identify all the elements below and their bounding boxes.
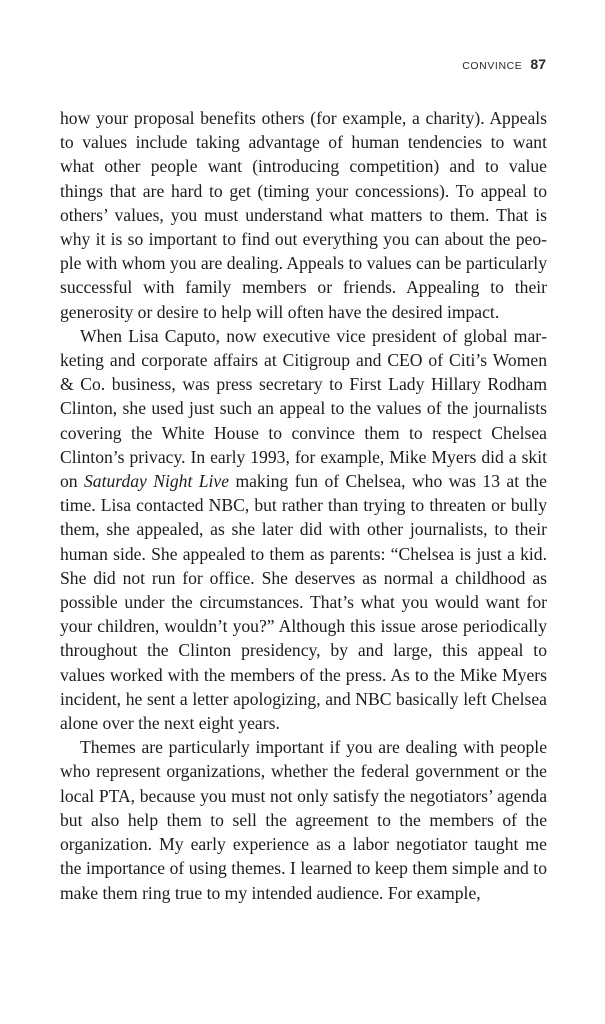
page-body (60, 106, 547, 905)
paragraph-2-text-before: When Lisa Caputo, now executive vice president of global marketing and corporate affairs at Citigroup and CEO of Citi’s Women & Co. business, was press secretary to First Lady Hillary Rodham Clinton, she used just such an appeal to the values of the journalists covering the White House to convince them to respect Chelsea Clinton’s privacy. In early 1993, for example, Mike Myers did a skit on (60, 325, 547, 492)
page-number: 87 (530, 56, 546, 72)
running-head-title: CONVINCE (462, 60, 523, 72)
paragraph-2 (60, 324, 547, 735)
paragraph-1: how your proposal benefits others (for example, a charity). Appeals to values include taking advantage of human tendencies to want what other people want (introducing competition) and to value things that are hard to get (timing your concessions). To appeal to others’ values, you must understand what matters to them. That is why it is so important to find out everything you can about the people with whom you are dealing. Appeals to values can be particularly successful with family members or friends. Appealing to their generosity or desire to help will often have the desired impact. (60, 108, 547, 322)
paragraph-3: Themes are particularly important if you are dealing with people who represent organizations, whether the federal government or the local PTA, because you must not only satisfy the negotiators’ agenda but also help them to sell the agreement to the members of the organization. My early experience as a labor negotiator taught me the importance of using themes. I learned to keep them simple and to make them ring true to my intended audience. For example, (60, 737, 547, 903)
running-header (462, 56, 546, 72)
tv-show-title: Saturday Night Live (83, 471, 230, 492)
paragraph-2-text-after: making fun of Chelsea, who was 13 at the time. Lisa contacted NBC, but rather than trying to threaten or bully them, she appealed, as she later did with other journalists, to their human side. She appealed to them as parents: “Chelsea is just a kid. She did not run for office. She deserves as normal a childhood as possible under the circumstances. That’s what you would want for your children, wouldn’t you?” Although this issue arose periodically throughout the Clinton presidency, by and large, this appeal to values worked with the members of the press. As to the Mike Myers incident, he sent a letter apologizing, and NBC basically left Chelsea alone over the next eight years. (60, 471, 547, 734)
